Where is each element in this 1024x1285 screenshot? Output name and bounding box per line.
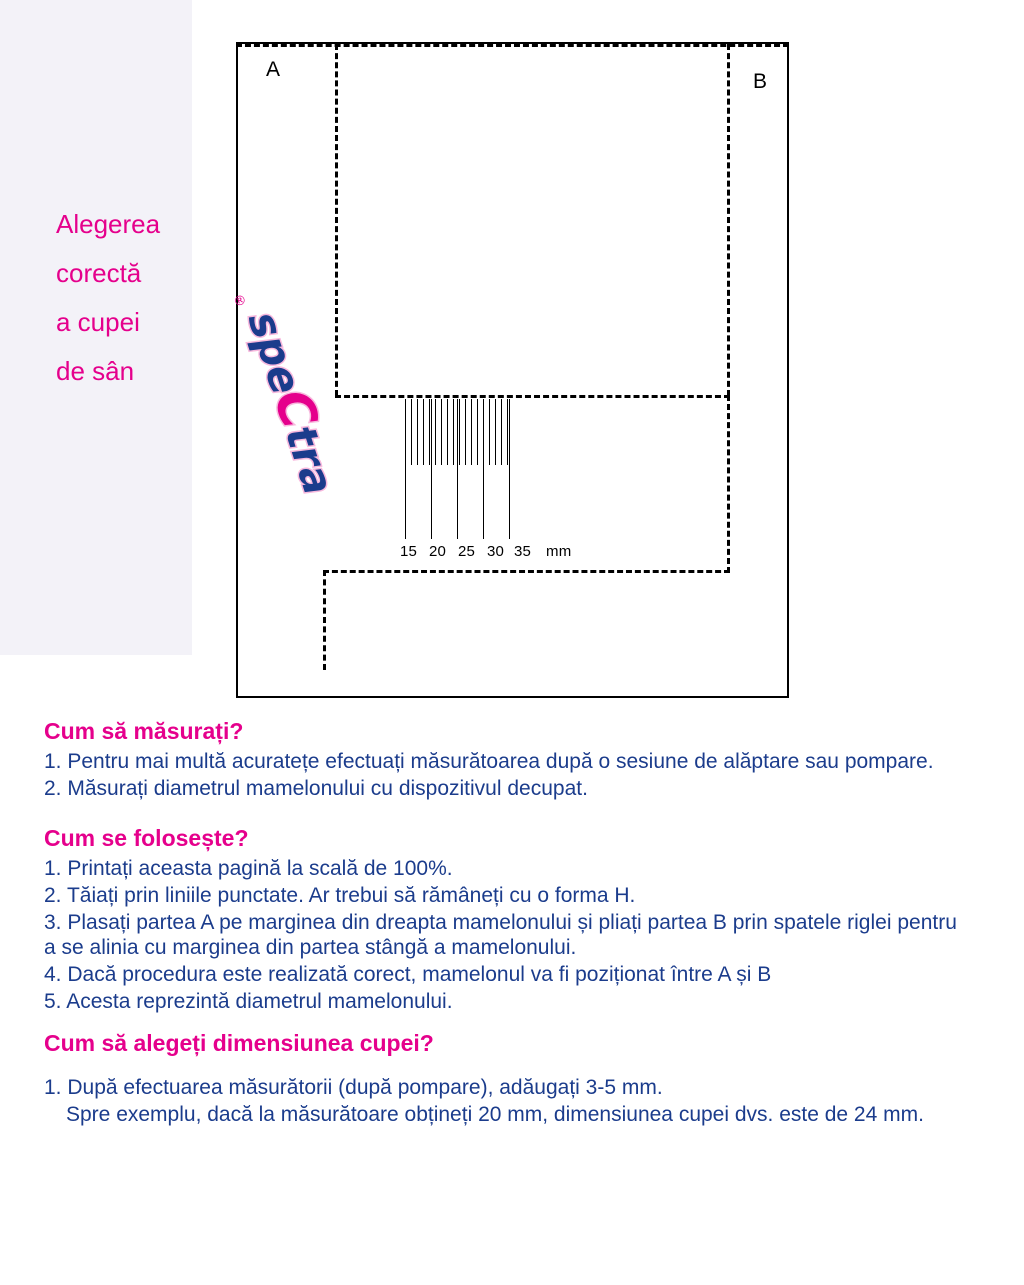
ruler-tooth — [507, 399, 508, 465]
ruler-tooth — [477, 399, 478, 465]
scale-unit-label: mm — [546, 543, 572, 560]
cut-line-left-lower — [323, 570, 326, 670]
cut-line-bottom — [323, 570, 730, 573]
page-title-line-3: a cupei — [56, 307, 140, 337]
use-step-3: 3. Plasați partea A pe marginea din dreapta mamelonului și pliați partea B prin spatele riglei pentru a se alinia cu marginea din partea stângă a mamelonului. — [44, 911, 957, 959]
ruler-tooth — [489, 399, 490, 465]
label-a: A — [266, 58, 281, 81]
scale-label-30: 30 — [487, 543, 505, 560]
choose-step-1: 1. După efectuarea măsurătorii (după pompare), adăugați 3-5 mm. — [44, 1076, 663, 1099]
scale-label-25: 25 — [458, 543, 476, 560]
ruler-tooth — [495, 399, 496, 465]
use-step-1: 1. Printați aceasta pagină la scală de 100%. — [44, 857, 453, 880]
logo-letter-c: C — [262, 382, 329, 436]
ruler-gauge-line-30 — [483, 399, 484, 539]
nipple-ruler-comb — [405, 399, 525, 539]
ruler-tooth — [471, 399, 472, 465]
use-step-2: 2. Tăiați prin liniile punctate. Ar trebui să rămâneți cu o forma H. — [44, 884, 636, 907]
label-b: B — [753, 70, 768, 93]
ruler-tooth — [465, 399, 466, 465]
ruler-tooth — [411, 399, 412, 465]
cut-line-right-upper — [727, 44, 730, 396]
ruler-gauge-line-35 — [509, 399, 510, 539]
scale-label-15: 15 — [400, 543, 418, 560]
measure-step-1: 1. Pentru mai multă acuratețe efectuați măsurătoarea după o sesiune de alăptare sau pompare. — [44, 750, 934, 773]
ruler-tooth — [501, 399, 502, 465]
ruler-tooth — [459, 399, 460, 465]
page-title-line-2: corectă — [56, 258, 142, 288]
ruler-tooth — [441, 399, 442, 465]
heading-how-to-use: Cum se folosește? — [44, 825, 249, 851]
page-title — [56, 200, 206, 396]
use-step-5: 5. Acesta reprezintă diametrul mamelonului. — [44, 990, 453, 1013]
scale-label-20: 20 — [429, 543, 447, 560]
registered-trademark-icon: ® — [231, 292, 249, 311]
ruler-tooth — [423, 399, 424, 465]
ruler-tooth — [447, 399, 448, 465]
ruler-tooth — [453, 399, 454, 465]
ruler-gauge-line-25 — [457, 399, 458, 539]
ruler-tooth — [417, 399, 418, 465]
cut-line-left-upper — [335, 44, 338, 396]
ruler-tooth — [429, 399, 430, 465]
choose-example: Spre exemplu, dacă la măsurătoare obțineți 20 mm, dimensiunea cupei dvs. este de 24 mm. — [66, 1103, 924, 1126]
heading-how-to-choose-size: Cum să alegeți dimensiunea cupei? — [44, 1030, 434, 1056]
heading-how-to-measure: Cum să măsurați? — [44, 718, 244, 744]
logo-suffix: tra — [275, 419, 344, 501]
cut-line-middle — [335, 395, 730, 398]
measure-step-2: 2. Măsurați diametrul mamelonului cu dispozitivul decupat. — [44, 777, 588, 800]
logo-prefix: spe — [238, 305, 311, 400]
ruler-tooth — [435, 399, 436, 465]
page-title-line-1: Alegerea — [56, 209, 161, 239]
scale-label-35: 35 — [514, 543, 532, 560]
ruler-gauge-line-15 — [405, 399, 406, 539]
ruler-gauge-line-20 — [431, 399, 432, 539]
cut-line-top — [236, 44, 789, 47]
use-step-4: 4. Dacă procedura este realizată corect, mamelonul va fi poziționat între A și B — [44, 963, 772, 986]
instructions — [0, 718, 1024, 1129]
cut-line-right-lower — [727, 395, 730, 573]
page-title-line-4: de sân — [56, 356, 135, 386]
